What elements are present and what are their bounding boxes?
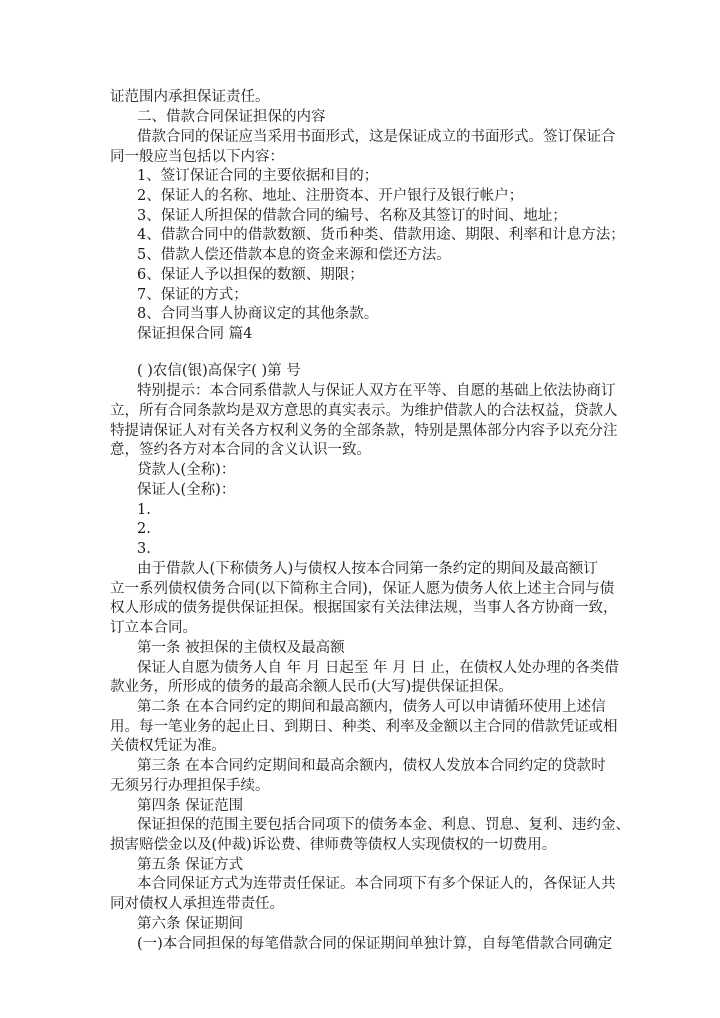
article-heading: 第五条 保证方式 — [137, 857, 244, 873]
list-item: 3. — [137, 541, 151, 557]
text-line: 款业务，所形成的债务的最高余额人民币(大写)提供保证担保。 — [110, 679, 513, 695]
text-line: 用。每一笔业务的起止日、到期日、种类、利率及金额以主合同的借款凭证或相 — [110, 719, 618, 735]
text-line: 特提请保证人对有关各方权利义务的全部条款，特别是黑体部分内容予以充分注 — [110, 423, 618, 439]
text-line: 损害赔偿金以及(仲裁)诉讼费、律师费等债权人实现债权的一切费用。 — [110, 837, 557, 853]
text-line: 本合同保证方式为连带责任保证。本合同项下有多个保证人的，各保证人共 — [137, 876, 616, 892]
text-line: 第三条 在本合同约定期间和最高余额内，债权人发放本合同约定的贷款时 — [137, 758, 606, 774]
list-item: 3、保证人所担保的借款合同的编号、名称及其签订的时间、地址； — [137, 208, 567, 224]
text-line: 立，所有合同条款均是双方意思的真实表示。为维护借款人的合法权益，贷款人 — [110, 403, 618, 419]
list-item: 1. — [137, 502, 151, 518]
text-line: 同一般应当包括以下内容： — [110, 149, 284, 165]
text-line: 同对债权人承担连带责任。 — [110, 896, 284, 912]
text-line: 第二条 在本合同约定的期间和最高额内，债务人可以申请循环使用上述信 — [137, 699, 606, 715]
text-line: 权人形成的债务提供保证担保。根据国家有关法律法规，当事人各方协商一致， — [110, 600, 618, 616]
text-line: 由于借款人(下称债务人)与债权人按本合同第一条约定的期间及最高额订 — [137, 561, 598, 577]
text-line: 订立本合同。 — [110, 620, 197, 636]
article-heading: 第一条 被担保的主债权及最高额 — [137, 640, 345, 656]
text-line: 关债权凭证为准。 — [110, 738, 226, 754]
list-item: 1、签订保证合同的主要依据和目的； — [137, 168, 379, 184]
text-line: 保证人自愿为债务人自 年 月 日起至 年 月 日 止，在债权人处办理的各类借 — [137, 660, 619, 676]
section-heading: 保证担保合同 篇4 — [137, 326, 253, 342]
text-line: 借款合同的保证应当采用书面形式，这是保证成立的书面形式。签订保证合 — [137, 129, 616, 145]
list-item: 2、保证人的名称、地址、注册资本、开户银行及银行帐户； — [137, 188, 524, 204]
list-item: 8、合同当事人协商议定的其他条款。 — [137, 306, 379, 322]
contract-number: ( )农信(银)高保字( )第 号 — [137, 363, 301, 379]
list-item: 2. — [137, 521, 151, 537]
list-item: 4、借款合同中的借款数额、货币种类、借款用途、期限、利率和计息方法； — [137, 227, 625, 243]
lender-field: 贷款人(全称)： — [137, 462, 236, 478]
text-line: 证范围内承担保证责任。 — [110, 89, 270, 105]
list-item: 6、保证人予以担保的数额、期限； — [137, 267, 364, 283]
text-line: 意，签约各方对本合同的含义认识一致。 — [110, 442, 371, 458]
article-heading: 第六条 保证期间 — [137, 916, 244, 932]
list-item: 5、借款人偿还借款本息的资金来源和偿还方法。 — [137, 247, 451, 263]
list-item: 7、保证的方式； — [137, 287, 248, 303]
text-line: 立一系列债权债务合同(以下简称主合同)，保证人愿为债务人依上述主合同与债 — [110, 581, 615, 597]
text-line: 无须另行办理担保手续。 — [110, 778, 270, 794]
guarantor-field: 保证人(全称)： — [137, 482, 236, 498]
section-heading: 二、借款合同保证担保的内容 — [137, 109, 326, 125]
text-line: (一)本合同担保的每笔借款合同的保证期间单独计算，自每笔借款合同确定 — [137, 936, 613, 952]
text-line: 特别提示：本合同系借款人与保证人双方在平等、自愿的基础上依法协商订 — [137, 383, 616, 399]
text-line: 保证担保的范围主要包括合同项下的债务本金、利息、罚息、复利、违约金、 — [137, 817, 630, 833]
article-heading: 第四条 保证范围 — [137, 798, 244, 814]
